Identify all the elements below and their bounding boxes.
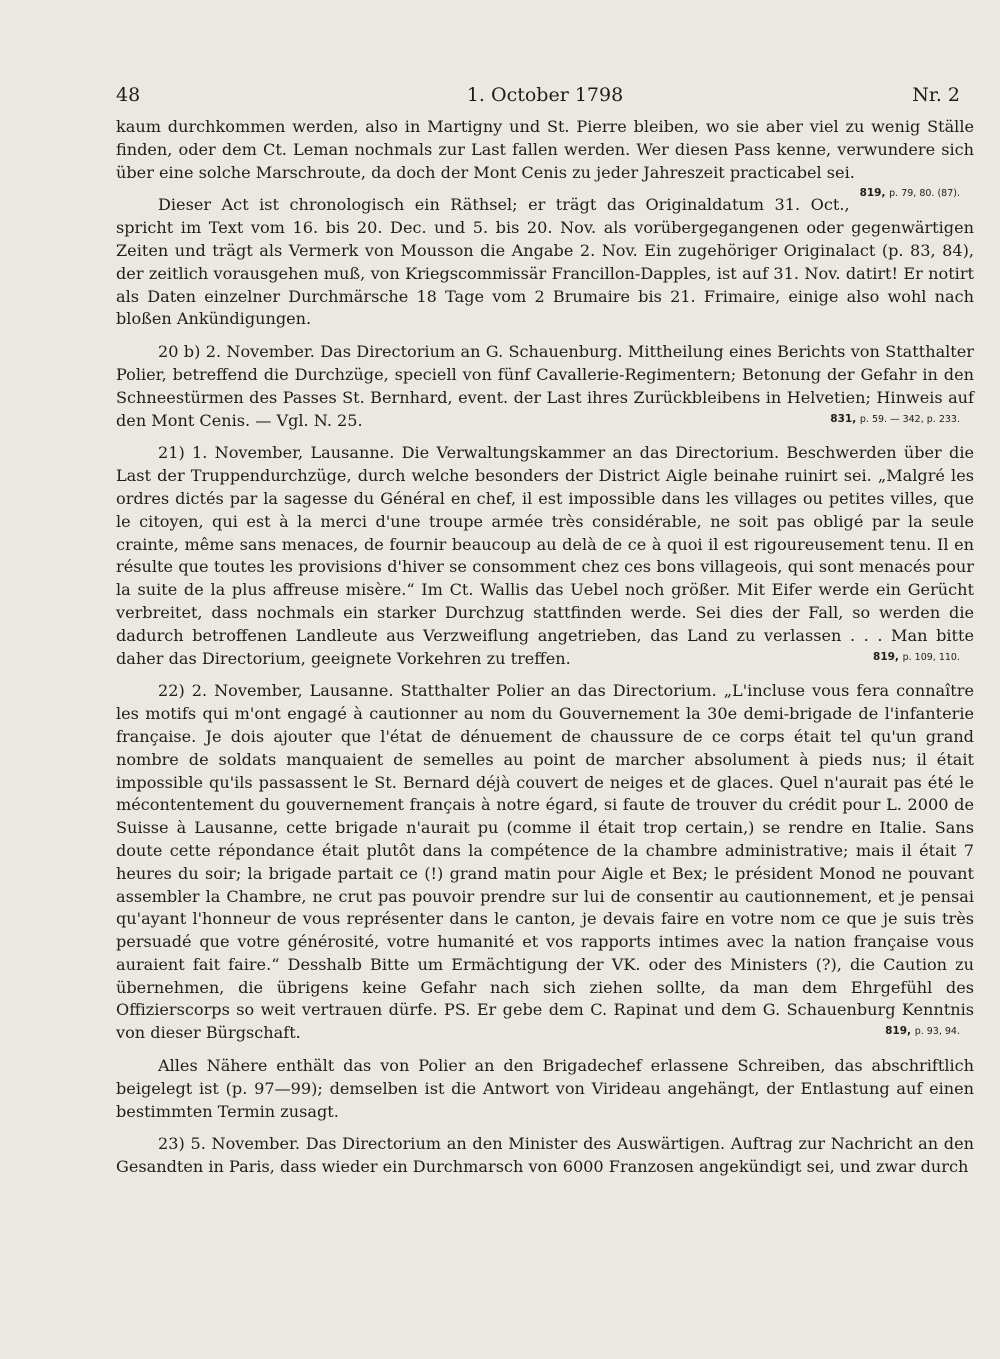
paragraph-text: 21) 1. November, Lausanne. Die Verwaltungskammer an das Directorium. Beschwerden über die Last der Truppendurchzüge, durch welche besonders der District Aigle beinahe ruinirt sei. „Malgré les ordres dictés par la sagesse du Général en chef, il est impossible dans les villages ou petites villes, que le citoyen, qui est à la merci d'une troupe armée très considérable, ne soit pas obligé par la seule crainte, même sans menaces, de fournir beaucoup au delà de ce à quoi il est rigoureusement tenu. Il en résulte que toutes les provisions d'hiver se consomment chez ces bons villageois, qui sont menacés pour la suite de la plus affreuse misère.“ Im Ct. Wallis das Uebel noch größer. Mit Eifer werde ein Gerücht verbreitet, dass nochmals ein starker Durchzug stattfinden werde. Sei dies der Fall, so werden die dadurch betroffenen Landleute aus Verzweiflung angetrieben, das Land zu verlassen . . . Man bitte daher das Directorium, geeignete Vorkehren zu treffen. — [116, 443, 974, 668]
archive-reference — [831, 646, 960, 670]
paragraph-text: Alles Nähere enthält das von Polier an den Brigadechef erlassene Schreiben, das abschriftlich beigelegt ist (p. 97—99); demselben ist die Antwort von Virideau angehängt, der Entlastung auf einen bestimmten Termin zusagt. — [116, 1056, 974, 1121]
paragraph-entry-20b — [116, 341, 974, 432]
archive-reference — [843, 1020, 960, 1044]
paragraph-note — [116, 194, 974, 331]
paragraph-continuation — [116, 116, 974, 200]
running-date: 1. October 1798 — [466, 84, 624, 106]
reference-volume: 819, — [873, 650, 899, 663]
paragraph-note-22 — [116, 1055, 974, 1123]
paragraph-text: 20 b) 2. November. Das Directorium an G. Schauenburg. Mittheilung eines Berichts von Statthalter Polier, betreffend die Durchzüge, speciell von fünf Cavallerie-Regimentern; Betonung der Gefahr in den Schneestürmen des Passes St. Bernhard, event. der Last ihres Zurückbleibens in Helvetien; Hinweis auf den Mont Cenis. — Vgl. N. 25. — [116, 342, 974, 430]
paragraph-text: Dieser Act ist chronologisch ein Räthsel; er trägt das Originaldatum 31. Oct., spricht im Text vom 16. bis 20. Dec. und 5. bis 20. Nov. als vorübergegangenen oder gegenwärtigen Zeiten und trägt als Vermerk von Mousson die Angabe 2. Nov. Ein zugehöriger Originalact (p. 83, 84), der zeitlich vorausgehen muß, von Kriegscommissär Francillon-Dapples, ist auf 31. Nov. datirt! Er notirt als Daten einzelner Durchmärsche 18 Tage vom 2 Brumaire bis 21. Frimaire, einige also wohl nach bloßen Ankündigungen. — [116, 195, 974, 329]
reference-pages: p. 93, 94. — [914, 1026, 960, 1038]
reference-volume: 819, — [859, 187, 886, 200]
paragraph-entry-21 — [116, 442, 974, 670]
page-header — [116, 84, 974, 116]
paragraph-entry-23 — [116, 1133, 974, 1179]
archive-reference — [788, 408, 960, 432]
archive-reference — [860, 182, 960, 206]
paragraph-text: kaum durchkommen werden, also in Martigny und St. Pierre bleiben, wo sie aber viel zu wenig Ställe finden, oder dem Ct. Leman nochmals zur Last fallen werden. Wer diesen Pass kenne, verwundere sich über eine solche Marschroute, da doch der Mont Cenis zu jeder Jahreszeit practicabel sei. — [116, 117, 974, 182]
paragraph-text: 23) 5. November. Das Directorium an den Minister des Auswärtigen. Auftrag zur Nachricht an den Gesandten in Paris, dass wieder ein Durchmarsch von 6000 Franzosen angekündigt sei, und zwar durch — [116, 1134, 974, 1177]
paragraph-entry-22 — [116, 680, 974, 1045]
reference-pages: p. 109, 110. — [902, 651, 960, 663]
reference-pages: p. 59. — 342, p. 233. — [859, 413, 960, 425]
paragraph-text: 22) 2. November, Lausanne. Statthalter Polier an das Directorium. „L'incluse vous fera connaître les motifs qui m'ont engagé à cautionner au nom du Gouvernement la 30e demi-brigade de l'infanterie française. Je dois ajouter que l'état de dénuement de chaussure de ce corps était tel qu'un grand nombre de soldats manquaient de semelles au point de marcher absolument à pieds nus; il était impossible qu'ils passassent le St. Bernard déjà couvert de neiges et de glaces. Quel n'aurait pas été le mécontentement du gouvernement français à notre égard, si faute de trouver du crédit pour L. 2000 de Suisse à Lausanne, cette brigade n'aurait pu (comme il était trop certain,) se rendre en Italie. Sans doute cette répondance était plutôt dans la compétence de la chambre administrative; mais il était 7 heures du soir; la brigade partait ce (!) grand matin pour Aigle et Bex; le président Monod ne pouvant assembler la Chambre, ne crut pas pouvoir prendre sur lui de consentir au cautionnement, et je pensai qu'ayant l'honneur de vous représenter dans le canton, je devais faire en votre nom ce que je suis très persuadé que votre générosité, votre humanité et vos rapports intimes avec la nation française vous auraient fait faire.“ Desshalb Bitte um Ermächtigung der VK. oder des Ministers (?), die Caution zu übernehmen, die übrigens keine Gefahr nach sich ziehen sollte, da man dem Ehrgefühl des Offizierscorps so weit vertrauen dürfe. PS. Er gebe dem C. Rapinat und dem G. Schauenburg Kenntnis von dieser Bürgschaft. — [116, 681, 974, 1043]
reference-volume: 819, — [885, 1025, 912, 1038]
section-number: Nr. 2 — [912, 84, 960, 106]
page-number: 48 — [116, 84, 141, 106]
reference-volume: 831, — [830, 412, 857, 425]
reference-pages: p. 79, 80. (87). — [889, 188, 960, 200]
